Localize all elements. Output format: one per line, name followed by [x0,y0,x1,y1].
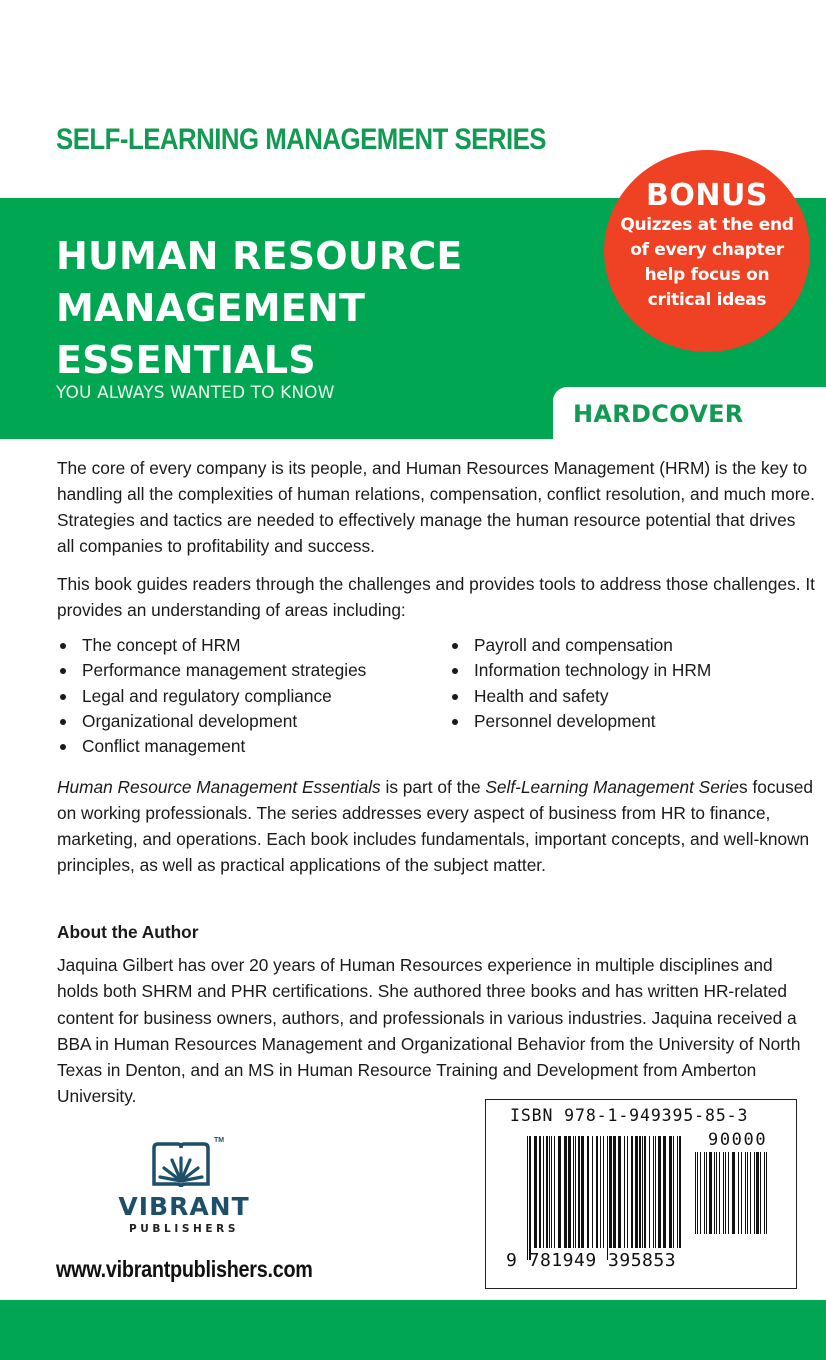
barcode-bar [624,1136,625,1248]
barcode-bar [592,1136,593,1248]
text: is part of the [380,777,486,797]
series-title: SELF-LEARNING MANAGEMENT SERIES [56,123,546,156]
list-item: The concept of HRM [57,633,366,658]
barcode-bar [764,1152,765,1234]
barcode-bar [728,1152,729,1234]
barcode-bar [738,1152,739,1234]
footer-band [0,1300,826,1360]
barcode-bar [642,1136,643,1248]
price-code: 90000 [708,1130,768,1150]
bonus-heading: BONUS [646,178,768,213]
barcode-bar [760,1152,761,1234]
list-item: Legal and regulatory compliance [57,684,366,709]
barcode-bar [677,1136,678,1248]
format-label: HARDCOVER [573,400,744,428]
barcode-bar [725,1152,726,1234]
barcode-bar [756,1152,759,1234]
bonus-line: Quizzes at the end [620,215,794,235]
barcode-bar [627,1136,628,1248]
barcode-bar [639,1136,641,1248]
bonus-line: critical ideas [647,290,767,310]
list-item: Performance management strategies [57,658,366,683]
barcode-bar [527,1136,528,1260]
topics-list-right [449,633,711,734]
description-paragraph-2: This book guides readers through the challenges and provides tools to address those challenges. It provides an understanding of areas including: [57,574,815,620]
barcode-bar [539,1136,541,1248]
book-title-line: HUMAN RESOURCE [56,234,463,278]
isbn-barcode [485,1099,797,1289]
bonus-line: of every chapter [630,240,784,260]
book-title-line: ESSENTIALS [56,338,316,382]
book-title-italic: Human Resource Management Essentials [57,777,381,797]
barcode-bar [697,1152,698,1234]
list-item: Organizational development [57,709,366,734]
barcode-bar [644,1136,646,1248]
publisher-name: VIBRANT [118,1192,250,1221]
format-tab [553,387,826,442]
series-name-italic: Self-Learning Management Serie [485,777,740,797]
description-paragraph-1: The core of every company is its people, and Human Resources Management (HRM) is the key to handling all the complexities of human relations, compensation, conflict resolution, and much more. Strategies and tactics are needed to effectively manage the human resource potential that drives all companies to profitability and success. [57,458,815,556]
barcode-bar [609,1136,612,1248]
barcode-addon-bars [694,1152,770,1246]
barcode-bar [600,1136,601,1248]
publisher-sub: PUBLISHERS [129,1223,239,1235]
list-item: Payroll and compensation [449,633,711,658]
barcode-bar [558,1136,561,1248]
barcode-bar [618,1136,621,1248]
barcode-bar [679,1136,681,1248]
barcode-bar [551,1136,552,1248]
barcode-bar [704,1152,705,1234]
barcode-bar [716,1152,717,1234]
barcode-bar [732,1152,735,1234]
book-title-line: MANAGEMENT [56,286,366,330]
barcode-bar [564,1136,567,1248]
author-bio: Jaquina Gilbert has over 20 years of Human Resources experience in multiple disciplines and holds both SHRM and PHR certifications. She authored three books and has written HR-related content for business owners, authors, and professionals in various industries. Jaquina received a BBA in Human Resources Management and Organizational Behavior from the University of North Texas in Denton, and an MS in Human Resource Training and Development from Amberton University. [57,955,801,1107]
barcode-bar [596,1136,598,1248]
barcode-bar [635,1136,638,1248]
barcode-bar [741,1152,742,1234]
barcode-bar [750,1152,751,1234]
barcode-bar [706,1152,707,1234]
list-item: Personnel development [449,709,711,734]
isbn-label: ISBN 978-1-949395-85-3 [510,1106,749,1125]
barcode-bar [554,1136,555,1248]
barcode-bar [663,1136,666,1248]
barcode-bar [669,1136,672,1248]
barcode-bar [719,1152,720,1234]
barcode-bar [607,1136,608,1260]
barcode-bar [653,1136,654,1248]
text: s focused on working professionals. The series addresses every aspect of business from HR to finance, marketing, and operations. Each book includes fundamentals, important concepts, and well-known principles, as well as practical applications of the subject matter. [57,777,813,875]
barcode-bar [673,1136,674,1248]
publisher-website[interactable]: www.vibrantpublishers.com [56,1256,313,1282]
barcode-bar [534,1136,537,1248]
list-item: Health and safety [449,684,711,709]
barcode-bar [631,1136,633,1248]
barcode-bar [655,1136,656,1248]
barcode-bar [581,1136,584,1248]
barcode-digits: 9 781949 395853 [506,1250,677,1271]
about-author-heading: About the Author [57,922,199,942]
bonus-badge [604,150,810,352]
barcode-bar [603,1136,604,1248]
barcode-bar [543,1136,544,1248]
list-item: Information technology in HRM [449,658,711,683]
barcode-bar [695,1152,696,1234]
barcode-bar [745,1152,746,1234]
trademark: TM [214,1137,225,1144]
topics-list-left [57,633,366,759]
book-title-block [56,230,463,403]
barcode-bar [546,1136,548,1248]
barcode-bar [714,1152,715,1234]
bonus-line: help focus on [644,265,770,285]
barcode-bar [587,1136,589,1248]
barcode-bar [709,1152,712,1234]
barcode-bar [700,1152,701,1234]
series-paragraph [57,774,817,878]
barcode-bar [529,1136,531,1260]
barcode-bar [573,1136,574,1248]
barcode-bars [526,1136,686,1260]
barcode-bar [658,1136,661,1248]
barcode-bar [578,1136,580,1248]
book-subtitle: YOU ALWAYS WANTED TO KNOW [56,383,335,403]
barcode-bar [766,1152,767,1234]
barcode-bar [568,1136,571,1248]
barcode-bar [723,1152,724,1234]
barcode-bar [575,1136,576,1248]
barcode-bar [613,1136,616,1248]
open-book-icon [150,1140,212,1188]
barcode-bar [649,1136,650,1248]
barcode-bar [747,1152,748,1234]
barcode-bar [549,1136,550,1248]
barcode-bar [754,1152,755,1234]
list-item: Conflict management [57,734,366,759]
